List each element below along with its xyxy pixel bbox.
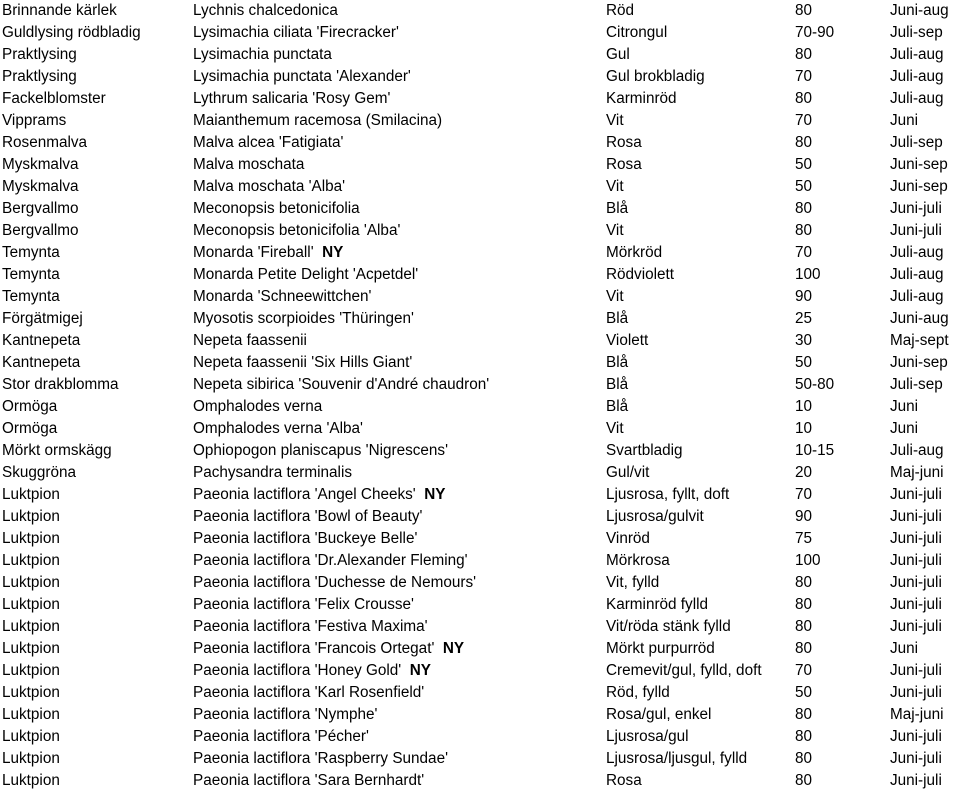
latin-name-cell: [193, 616, 606, 638]
table-row: [0, 462, 960, 484]
color-cell: Blå: [606, 376, 629, 393]
latin-name-cell: [193, 286, 606, 308]
table-row: [0, 242, 960, 264]
latin-name-text: Meconopsis betonicifolia: [193, 200, 360, 217]
latin-name-cell: [193, 572, 606, 594]
table-row: [0, 264, 960, 286]
latin-name-cell: [193, 396, 606, 418]
color-cell: Gul brokbladig: [606, 68, 705, 85]
latin-name-cell: [193, 550, 606, 572]
latin-name-text: Paeonia lactiflora 'Francois Ortegat': [193, 640, 435, 657]
latin-name-text: Maianthemum racemosa (Smilacina): [193, 112, 443, 129]
latin-name-cell: [193, 22, 606, 44]
swedish-name-cell: Brinnande kärlek: [2, 2, 117, 19]
height-cell: 80: [795, 2, 813, 19]
latin-name-cell: [193, 440, 606, 462]
bloom-period-cell: Juli-aug: [890, 266, 944, 283]
bloom-period-cell: Juni-juli: [890, 222, 942, 239]
latin-name-text: Omphalodes verna 'Alba': [193, 420, 363, 437]
height-cell: 80: [795, 750, 813, 767]
latin-name-text: Paeonia lactiflora 'Festiva Maxima': [193, 618, 428, 635]
latin-name-text: Lysimachia ciliata 'Firecracker': [193, 24, 399, 41]
swedish-name-cell: Temynta: [2, 288, 60, 305]
swedish-name-cell: Praktlysing: [2, 68, 77, 85]
swedish-name-cell: Kantnepeta: [2, 332, 81, 349]
table-row: [0, 44, 960, 66]
color-cell: Röd, fylld: [606, 684, 670, 701]
height-cell: 80: [795, 90, 813, 107]
color-cell: Mörkrosa: [606, 552, 670, 569]
table-row: [0, 286, 960, 308]
swedish-name-cell: Förgätmigej: [2, 310, 83, 327]
color-cell: Vit: [606, 420, 624, 437]
swedish-name-cell: Luktpion: [2, 552, 60, 569]
color-cell: Röd: [606, 2, 635, 19]
color-cell: Rosa: [606, 156, 642, 173]
color-cell: Vinröd: [606, 530, 650, 547]
latin-name-text: Monarda 'Schneewittchen': [193, 288, 372, 305]
height-cell: 50: [795, 684, 813, 701]
color-cell: Karminröd fylld: [606, 596, 709, 613]
color-cell: Rosa: [606, 134, 642, 151]
bloom-period-cell: Maj-juni: [890, 464, 944, 481]
swedish-name-cell: Temynta: [2, 244, 60, 261]
latin-name-cell: [193, 418, 606, 440]
swedish-name-cell: Luktpion: [2, 640, 60, 657]
height-cell: 90: [795, 288, 813, 305]
latin-name-text: Myosotis scorpioides 'Thüringen': [193, 310, 414, 327]
table-row: [0, 528, 960, 550]
latin-name-cell: [193, 352, 606, 374]
latin-name-cell: [193, 110, 606, 132]
color-cell: Blå: [606, 398, 629, 415]
height-cell: 30: [795, 332, 813, 349]
color-cell: Citrongul: [606, 24, 668, 41]
swedish-name-cell: Vipprams: [2, 112, 67, 129]
swedish-name-cell: Luktpion: [2, 530, 60, 547]
latin-name-text: Paeonia lactiflora 'Felix Crousse': [193, 596, 414, 613]
swedish-name-cell: Bergvallmo: [2, 200, 79, 217]
latin-name-text: Lychnis chalcedonica: [193, 2, 338, 19]
color-cell: Karminröd: [606, 90, 677, 107]
table-row: [0, 594, 960, 616]
bloom-period-cell: Maj-sept: [890, 332, 949, 349]
color-cell: Rosa/gul, enkel: [606, 706, 712, 723]
latin-name-text: Malva alcea 'Fatigiata': [193, 134, 344, 151]
color-cell: Vit: [606, 288, 624, 305]
latin-name-cell: [193, 330, 606, 352]
new-badge: NY: [322, 244, 344, 261]
swedish-name-cell: Ormöga: [2, 398, 58, 415]
latin-name-text: Paeonia lactiflora 'Pécher': [193, 728, 369, 745]
color-cell: Violett: [606, 332, 649, 349]
latin-name-cell: [193, 374, 606, 396]
latin-name-text: Paeonia lactiflora 'Duchesse de Nemours': [193, 574, 477, 591]
table-row: [0, 616, 960, 638]
latin-name-cell: [193, 308, 606, 330]
swedish-name-cell: Bergvallmo: [2, 222, 79, 239]
height-cell: 50: [795, 178, 813, 195]
latin-name-text: Meconopsis betonicifolia 'Alba': [193, 222, 401, 239]
table-row: [0, 770, 960, 792]
table-row: [0, 154, 960, 176]
swedish-name-cell: Luktpion: [2, 508, 60, 525]
swedish-name-cell: Luktpion: [2, 662, 60, 679]
table-row: [0, 374, 960, 396]
color-cell: Vit, fylld: [606, 574, 660, 591]
swedish-name-cell: Mörkt ormskägg: [2, 442, 112, 459]
bloom-period-cell: Juni-juli: [890, 200, 942, 217]
height-cell: 80: [795, 706, 813, 723]
table-row: [0, 110, 960, 132]
height-cell: 80: [795, 640, 813, 657]
table-row: [0, 352, 960, 374]
latin-name-text: Paeonia lactiflora 'Sara Bernhardt': [193, 772, 425, 789]
color-cell: Ljusrosa/gul: [606, 728, 689, 745]
bloom-period-cell: Juli-aug: [890, 244, 944, 261]
bloom-period-cell: Maj-juni: [890, 706, 944, 723]
color-cell: Gul/vit: [606, 464, 650, 481]
table-row: [0, 220, 960, 242]
latin-name-cell: [193, 748, 606, 770]
bloom-period-cell: Juni: [890, 112, 919, 129]
latin-name-text: Monarda Petite Delight 'Acpetdel': [193, 266, 419, 283]
swedish-name-cell: Luktpion: [2, 486, 60, 503]
height-cell: 80: [795, 618, 813, 635]
swedish-name-cell: Rosenmalva: [2, 134, 88, 151]
height-cell: 100: [795, 266, 821, 283]
color-cell: Ljusrosa/gulvit: [606, 508, 704, 525]
swedish-name-cell: Luktpion: [2, 706, 60, 723]
color-cell: Ljusrosa, fyllt, doft: [606, 486, 730, 503]
swedish-name-cell: Temynta: [2, 266, 60, 283]
color-cell: Vit: [606, 112, 624, 129]
bloom-period-cell: Juni-juli: [890, 772, 942, 789]
table-row: [0, 198, 960, 220]
swedish-name-cell: Praktlysing: [2, 46, 77, 63]
height-cell: 50: [795, 354, 813, 371]
table-row: [0, 308, 960, 330]
height-cell: 70: [795, 68, 813, 85]
height-cell: 10: [795, 398, 813, 415]
bloom-period-cell: Juni-juli: [890, 552, 942, 569]
latin-name-text: Malva moschata 'Alba': [193, 178, 346, 195]
table-row: [0, 88, 960, 110]
bloom-period-cell: Juni: [890, 398, 919, 415]
height-cell: 25: [795, 310, 813, 327]
height-cell: 80: [795, 200, 813, 217]
color-cell: Gul: [606, 46, 630, 63]
height-cell: 70: [795, 112, 813, 129]
table-row: [0, 440, 960, 462]
color-cell: Vit: [606, 222, 624, 239]
table-row: [0, 66, 960, 88]
swedish-name-cell: Kantnepeta: [2, 354, 81, 371]
bloom-period-cell: Juli-aug: [890, 46, 944, 63]
latin-name-cell: [193, 726, 606, 748]
latin-name-text: Paeonia lactiflora 'Angel Cheeks': [193, 486, 416, 503]
swedish-name-cell: Fackelblomster: [2, 90, 106, 107]
latin-name-cell: [193, 506, 606, 528]
table-row: [0, 396, 960, 418]
height-cell: 80: [795, 222, 813, 239]
latin-name-cell: [193, 264, 606, 286]
swedish-name-cell: Myskmalva: [2, 156, 79, 173]
table-row: [0, 418, 960, 440]
bloom-period-cell: Juni: [890, 420, 919, 437]
color-cell: Mörkt purpurröd: [606, 640, 715, 657]
height-cell: 80: [795, 596, 813, 613]
bloom-period-cell: Juni-juli: [890, 728, 942, 745]
latin-name-cell: [193, 0, 606, 22]
table-row: [0, 660, 960, 682]
height-cell: 90: [795, 508, 813, 525]
bloom-period-cell: Juni-juli: [890, 750, 942, 767]
swedish-name-cell: Luktpion: [2, 728, 60, 745]
height-cell: 70-90: [795, 24, 835, 41]
latin-name-cell: [193, 44, 606, 66]
bloom-period-cell: Juni-sep: [890, 354, 948, 371]
height-cell: 50-80: [795, 376, 835, 393]
height-cell: 50: [795, 156, 813, 173]
bloom-period-cell: Juli-sep: [890, 376, 943, 393]
table-row: [0, 330, 960, 352]
latin-name-text: Ophiopogon planiscapus 'Nigrescens': [193, 442, 448, 459]
bloom-period-cell: Juli-aug: [890, 90, 944, 107]
latin-name-text: Paeonia lactiflora 'Dr.Alexander Fleming': [193, 552, 468, 569]
new-badge: NY: [409, 662, 431, 679]
latin-name-cell: [193, 528, 606, 550]
latin-name-text: Monarda 'Fireball': [193, 244, 314, 261]
latin-name-cell: [193, 220, 606, 242]
bloom-period-cell: Juli-aug: [890, 288, 944, 305]
table-row: [0, 748, 960, 770]
latin-name-text: Lysimachia punctata: [193, 46, 332, 63]
swedish-name-cell: Skuggröna: [2, 464, 76, 481]
color-cell: Rödviolett: [606, 266, 675, 283]
swedish-name-cell: Guldlysing rödbladig: [2, 24, 141, 41]
swedish-name-cell: Luktpion: [2, 772, 60, 789]
height-cell: 70: [795, 486, 813, 503]
height-cell: 70: [795, 662, 813, 679]
latin-name-cell: [193, 484, 606, 506]
latin-name-cell: [193, 242, 606, 264]
new-badge: NY: [442, 640, 465, 657]
height-cell: 20: [795, 464, 813, 481]
bloom-period-cell: Juli-sep: [890, 24, 943, 41]
table-row: [0, 484, 960, 506]
latin-name-text: Omphalodes verna: [193, 398, 323, 415]
new-badge: NY: [424, 486, 446, 503]
latin-name-cell: [193, 704, 606, 726]
latin-name-text: Paeonia lactiflora 'Buckeye Belle': [193, 530, 418, 547]
swedish-name-cell: Myskmalva: [2, 178, 79, 195]
bloom-period-cell: Juni-juli: [890, 618, 942, 635]
color-cell: Vit/röda stänk fylld: [606, 618, 731, 635]
latin-name-text: Paeonia lactiflora 'Karl Rosenfield': [193, 684, 425, 701]
height-cell: 10-15: [795, 442, 835, 459]
bloom-period-cell: Juli-sep: [890, 134, 943, 151]
table-row: [0, 0, 960, 22]
latin-name-cell: [193, 176, 606, 198]
table-row: [0, 726, 960, 748]
latin-name-cell: [193, 66, 606, 88]
latin-name-text: Paeonia lactiflora 'Nymphe': [193, 706, 378, 723]
latin-name-text: Nepeta faassenii 'Six Hills Giant': [193, 354, 413, 371]
height-cell: 10: [795, 420, 813, 437]
latin-name-text: Paeonia lactiflora 'Raspberry Sundae': [193, 750, 448, 767]
table-row: [0, 176, 960, 198]
swedish-name-cell: Stor drakblomma: [2, 376, 119, 393]
latin-name-cell: [193, 682, 606, 704]
color-cell: Mörkröd: [606, 244, 663, 261]
swedish-name-cell: Luktpion: [2, 684, 60, 701]
color-cell: Cremevit/gul, fylld, doft: [606, 662, 762, 679]
swedish-name-cell: Luktpion: [2, 596, 60, 613]
table-row: [0, 682, 960, 704]
color-cell: Blå: [606, 310, 629, 327]
table-row: [0, 132, 960, 154]
bloom-period-cell: Juni-juli: [890, 486, 942, 503]
color-cell: Blå: [606, 200, 629, 217]
height-cell: 70: [795, 244, 813, 261]
latin-name-text: Pachysandra terminalis: [193, 464, 352, 481]
latin-name-text: Lysimachia punctata 'Alexander': [193, 68, 411, 85]
height-cell: 80: [795, 772, 813, 789]
bloom-period-cell: Juni-aug: [890, 2, 949, 19]
bloom-period-cell: Juli-aug: [890, 68, 944, 85]
swedish-name-cell: Luktpion: [2, 618, 60, 635]
bloom-period-cell: Juni-sep: [890, 156, 948, 173]
table-row: [0, 506, 960, 528]
latin-name-text: Nepeta faassenii: [193, 332, 307, 349]
bloom-period-cell: Juni: [890, 640, 919, 657]
latin-name-cell: [193, 462, 606, 484]
latin-name-cell: [193, 770, 606, 792]
latin-name-cell: [193, 88, 606, 110]
table-row: [0, 22, 960, 44]
color-cell: Rosa: [606, 772, 642, 789]
swedish-name-cell: Luktpion: [2, 574, 60, 591]
bloom-period-cell: Juni-juli: [890, 596, 942, 613]
latin-name-cell: [193, 660, 606, 682]
height-cell: 100: [795, 552, 821, 569]
bloom-period-cell: Juli-aug: [890, 442, 944, 459]
swedish-name-cell: Ormöga: [2, 420, 58, 437]
bloom-period-cell: Juni-juli: [890, 684, 942, 701]
bloom-period-cell: Juni-juli: [890, 508, 942, 525]
table-row: [0, 704, 960, 726]
latin-name-text: Malva moschata: [193, 156, 305, 173]
latin-name-text: Paeonia lactiflora 'Honey Gold': [193, 662, 402, 679]
bloom-period-cell: Juni-juli: [890, 662, 942, 679]
height-cell: 75: [795, 530, 813, 547]
latin-name-text: Paeonia lactiflora 'Bowl of Beauty': [193, 508, 423, 525]
color-cell: Ljusrosa/ljusgul, fylld: [606, 750, 748, 767]
bloom-period-cell: Juni-sep: [890, 178, 948, 195]
latin-name-cell: [193, 594, 606, 616]
latin-name-text: Nepeta sibirica 'Souvenir d'André chaudron': [193, 376, 490, 393]
bloom-period-cell: Juni-juli: [890, 530, 942, 547]
latin-name-cell: [193, 198, 606, 220]
latin-name-cell: [193, 154, 606, 176]
height-cell: 80: [795, 46, 813, 63]
bloom-period-cell: Juni-aug: [890, 310, 949, 327]
color-cell: Blå: [606, 354, 629, 371]
latin-name-text: Lythrum salicaria 'Rosy Gem': [193, 90, 391, 107]
table-row: [0, 550, 960, 572]
latin-name-cell: [193, 638, 606, 660]
latin-name-cell: [193, 132, 606, 154]
height-cell: 80: [795, 134, 813, 151]
color-cell: Vit: [606, 178, 624, 195]
table-row: [0, 638, 960, 660]
height-cell: 80: [795, 728, 813, 745]
swedish-name-cell: Luktpion: [2, 750, 60, 767]
table-row: [0, 572, 960, 594]
height-cell: 80: [795, 574, 813, 591]
bloom-period-cell: Juni-juli: [890, 574, 942, 591]
color-cell: Svartbladig: [606, 442, 683, 459]
